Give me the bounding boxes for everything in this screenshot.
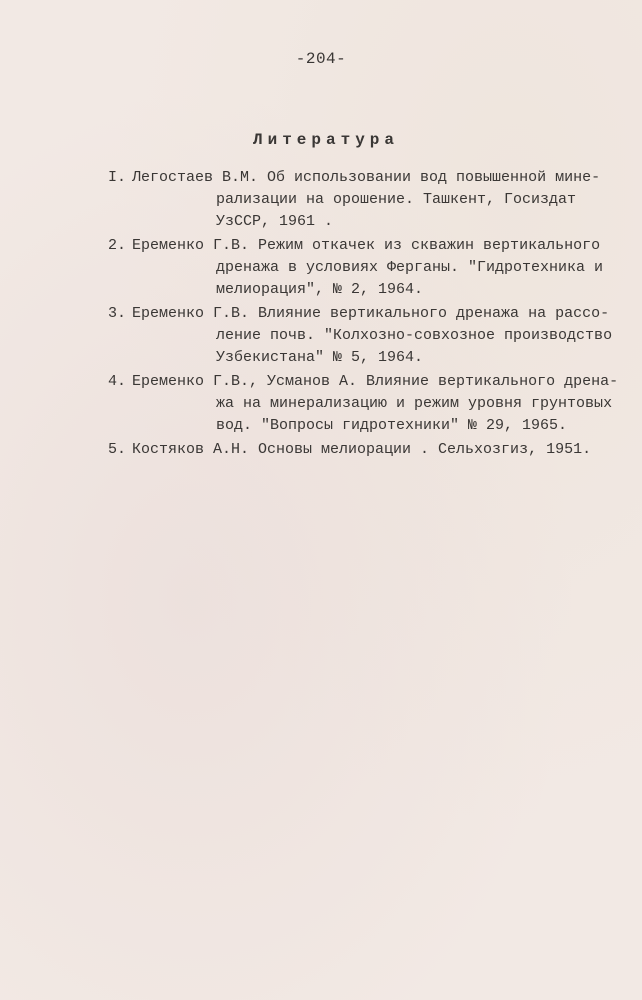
reference-text (132, 439, 608, 461)
reference-item (108, 303, 613, 369)
reference-text (132, 167, 608, 233)
reference-line: Еременко Г.В. Влияние вертикального дренажа на рассо- (132, 305, 610, 322)
reference-line: Еременко Г.В. Режим откачек из скважин вертикального (132, 237, 601, 254)
reference-text (132, 303, 612, 369)
reference-number: 5. (108, 441, 127, 458)
reference-text (132, 371, 618, 437)
reference-item (108, 371, 619, 437)
reference-line: мелиорация", № 2, 1964. (216, 281, 424, 298)
reference-item (108, 167, 608, 233)
reference-line: Костяков А.Н. Основы мелиорации . Сельхозгиз, 1951. (132, 441, 592, 458)
reference-item (108, 439, 608, 461)
reference-line: рализации на орошение. Ташкент, Госиздат (216, 191, 577, 208)
reference-item (108, 235, 608, 301)
page-number: -204- (295, 50, 347, 68)
reference-number: 2. (108, 237, 127, 254)
reference-line: дренажа в условиях Ферганы. "Гидротехника и (216, 259, 604, 276)
reference-line: Легостаев В.М. Об использовании вод повышенной мине- (132, 169, 601, 186)
reference-line: Узбекистана" № 5, 1964. (216, 349, 424, 366)
reference-number: I. (108, 169, 127, 186)
reference-number: 3. (108, 305, 127, 322)
reference-line: УзССР, 1961 . (216, 213, 334, 230)
reference-text (132, 235, 608, 301)
reference-line: Еременко Г.В., Усманов А. Влияние вертикального дрена- (132, 373, 619, 390)
reference-line: ление почв. "Колхозно-совхозное производство (216, 327, 613, 344)
reference-number: 4. (108, 373, 127, 390)
page-title: Литература (252, 131, 399, 149)
reference-line: вод. "Вопросы гидротехники" № 29, 1965. (216, 417, 568, 434)
reference-list (108, 167, 619, 463)
reference-line: жа на минерализацию и режим уровня грунтовых (216, 395, 613, 412)
